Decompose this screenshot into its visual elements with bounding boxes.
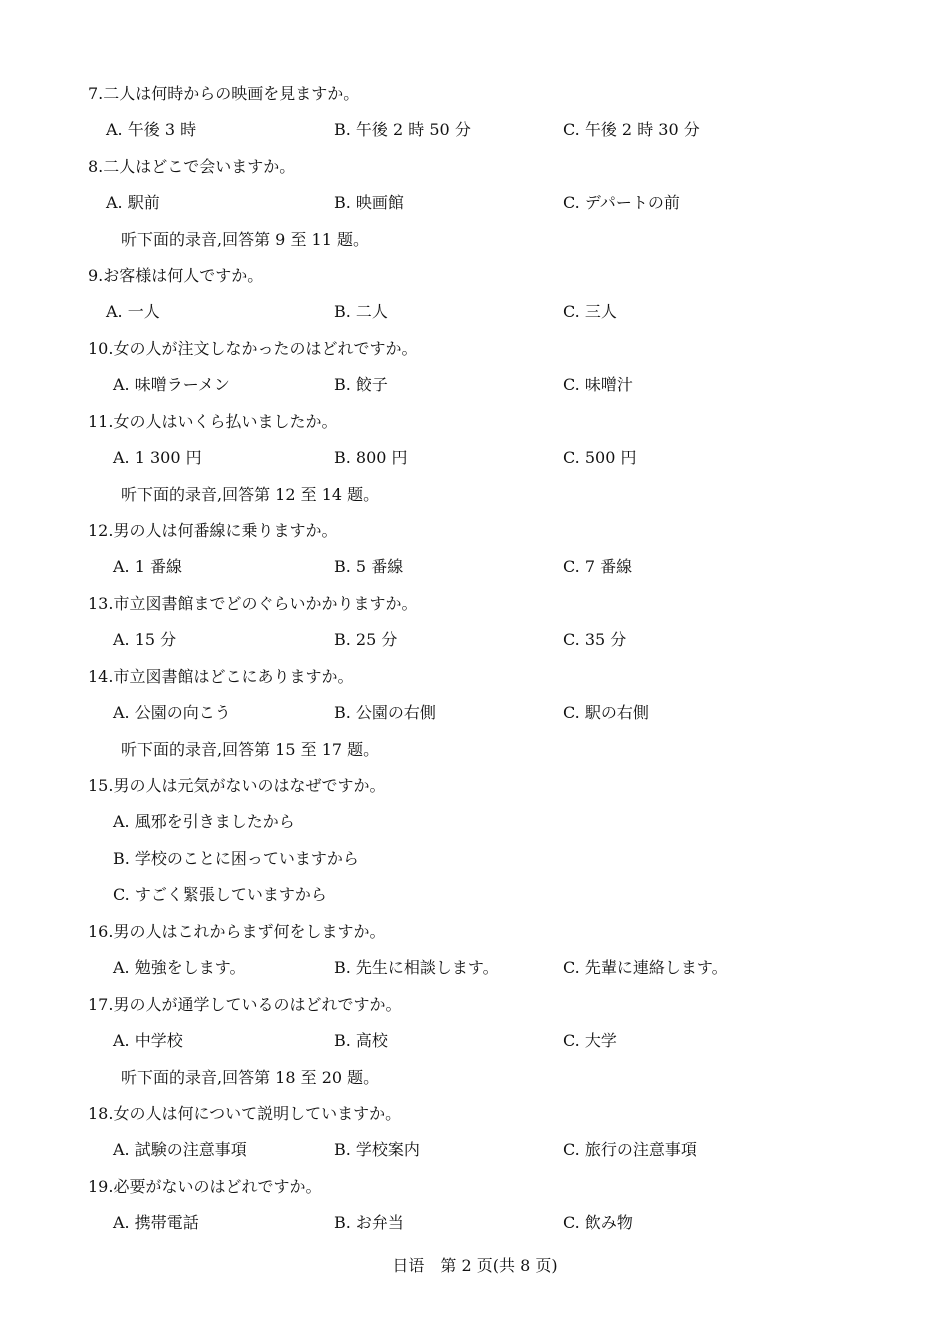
option-b: B. お弁当 xyxy=(334,1213,404,1232)
instruction: 听下面的录音,回答第 18 至 20 题。 xyxy=(121,1068,380,1087)
option-a: A. 一人 xyxy=(106,302,160,321)
question-text: 男の人が通学しているのはどれですか。 xyxy=(113,995,402,1014)
question-text: 女の人は何について説明していますか。 xyxy=(113,1104,402,1123)
option-a: A. 午後 3 時 xyxy=(106,120,197,139)
question-text: 必要がないのはどれですか。 xyxy=(113,1177,322,1196)
question-16 xyxy=(88,922,385,942)
question-text: 女の人が注文しなかったのはどれですか。 xyxy=(113,339,418,358)
option-c: C. 7 番線 xyxy=(563,557,633,576)
option-c: C. 味噌汁 xyxy=(563,375,633,394)
instruction: 听下面的录音,回答第 9 至 11 题。 xyxy=(121,230,369,249)
question-text: 市立図書館までどのぐらいかかりますか。 xyxy=(113,594,418,613)
page-footer: 日语 第 2 页(共 8 页) xyxy=(392,1256,558,1275)
option-c: C. 先輩に連絡します。 xyxy=(563,958,728,977)
question-11 xyxy=(88,412,337,432)
option-c: C. 三人 xyxy=(563,302,617,321)
option-b: B. 二人 xyxy=(334,302,388,321)
question-text: 市立図書館はどこにありますか。 xyxy=(113,667,354,686)
question-number: 13. xyxy=(88,594,114,613)
question-9 xyxy=(88,266,263,286)
option-b: B. 学校のことに困っていますから xyxy=(113,849,359,868)
question-number: 12. xyxy=(88,521,114,540)
option-a: A. 味噌ラーメン xyxy=(113,375,230,394)
question-10 xyxy=(88,339,417,359)
option-b: B. 映画館 xyxy=(334,193,404,212)
question-text: 男の人は元気がないのはなぜですか。 xyxy=(113,776,386,795)
question-14 xyxy=(88,667,353,687)
question-number: 10. xyxy=(88,339,114,358)
option-c: C. 500 円 xyxy=(563,448,637,467)
question-text: 男の人はこれからまず何をしますか。 xyxy=(113,922,386,941)
instruction: 听下面的录音,回答第 12 至 14 题。 xyxy=(121,485,380,504)
question-number: 15. xyxy=(88,776,114,795)
option-b: B. 公園の右側 xyxy=(334,703,436,722)
option-c: C. 午後 2 時 30 分 xyxy=(563,120,700,139)
instruction: 听下面的录音,回答第 15 至 17 题。 xyxy=(121,740,380,759)
question-text: 二人は何時からの映画を見ますか。 xyxy=(103,84,360,103)
option-c: C. 駅の右側 xyxy=(563,703,649,722)
option-a: A. 1 300 円 xyxy=(113,448,202,467)
option-a: A. 試験の注意事項 xyxy=(113,1140,247,1159)
option-a: A. 勉強をします。 xyxy=(113,958,246,977)
question-18 xyxy=(88,1104,401,1124)
option-c: C. 大学 xyxy=(563,1031,617,1050)
question-text: お客様は何人ですか。 xyxy=(103,266,264,285)
question-number: 9. xyxy=(88,266,104,285)
option-a: A. 駅前 xyxy=(106,193,160,212)
option-c: C. 旅行の注意事項 xyxy=(563,1140,697,1159)
option-a: A. 風邪を引きましたから xyxy=(113,812,295,831)
question-text: 男の人は何番線に乗りますか。 xyxy=(113,521,338,540)
option-b: B. 高校 xyxy=(334,1031,388,1050)
question-number: 18. xyxy=(88,1104,114,1123)
question-number: 16. xyxy=(88,922,114,941)
question-number: 11. xyxy=(88,412,114,431)
option-a: A. 公園の向こう xyxy=(113,703,231,722)
option-c: C. デパートの前 xyxy=(563,193,680,212)
option-a: A. 携帯電話 xyxy=(113,1213,199,1232)
option-c: C. すごく緊張していますから xyxy=(113,885,327,904)
question-text: 女の人はいくら払いましたか。 xyxy=(113,412,338,431)
option-a: A. 1 番線 xyxy=(113,557,182,576)
option-b: B. 学校案内 xyxy=(334,1140,420,1159)
question-15 xyxy=(88,776,385,796)
question-7 xyxy=(88,84,359,104)
option-b: B. 午後 2 時 50 分 xyxy=(334,120,471,139)
option-c: C. 35 分 xyxy=(563,630,627,649)
question-12 xyxy=(88,521,337,541)
question-number: 17. xyxy=(88,995,114,1014)
question-19 xyxy=(88,1177,321,1197)
option-b: B. 餃子 xyxy=(334,375,388,394)
question-8 xyxy=(88,157,295,177)
option-b: B. 25 分 xyxy=(334,630,398,649)
question-number: 14. xyxy=(88,667,114,686)
option-c: C. 飲み物 xyxy=(563,1213,633,1232)
question-text: 二人はどこで会いますか。 xyxy=(103,157,296,176)
question-number: 8. xyxy=(88,157,104,176)
option-a: A. 中学校 xyxy=(113,1031,183,1050)
question-17 xyxy=(88,995,401,1015)
question-13 xyxy=(88,594,417,614)
option-b: B. 先生に相談します。 xyxy=(334,958,499,977)
option-b: B. 5 番線 xyxy=(334,557,404,576)
option-a: A. 15 分 xyxy=(113,630,177,649)
question-number: 19. xyxy=(88,1177,114,1196)
option-b: B. 800 円 xyxy=(334,448,408,467)
question-number: 7. xyxy=(88,84,104,103)
